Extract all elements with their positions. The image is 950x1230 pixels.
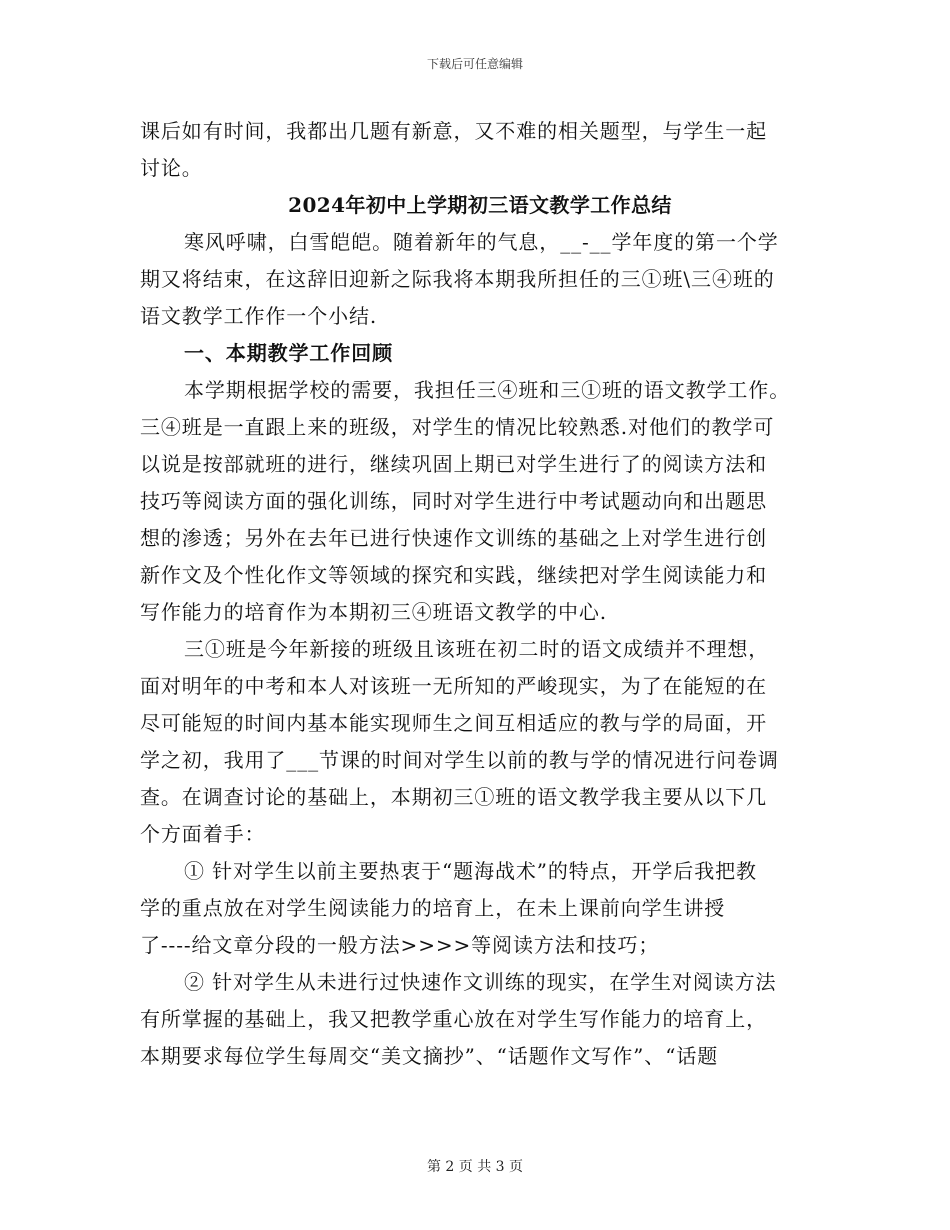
text-line: 了----给文章分段的一般方法>>>>等阅读方法和技巧；	[140, 933, 660, 957]
text-line: 课后如有时间，我都出几题有新意，又不难的相关题型，与学生一起	[140, 119, 767, 143]
list-item-first-line: ① 针对学生以前主要热衷于“题海战术”的特点，开学后我把教	[184, 859, 757, 883]
text-line: 三④班是一直跟上来的班级，对学生的情况比较熟悉.对他们的教学可	[140, 415, 775, 439]
page-footer-number: 第 2 页 共 3 页	[426, 1159, 524, 1175]
text-line: 想的渗透；另外在去年已进行快速作文训练的基础之上对学生进行创	[140, 526, 767, 550]
text-line: 新作文及个性化作文等领域的探究和实践，继续把对学生阅读能力和	[140, 563, 767, 587]
text-line: 学之初，我用了___节课的时间对学生以前的教与学的情况进行问卷调	[140, 748, 779, 772]
text-line: 语文教学工作作一个小结.	[140, 304, 378, 328]
text-line: 学的重点放在对学生阅读能力的培育上，在未上课前向学生讲授	[140, 896, 726, 920]
text-line: 写作能力的培育作为本期初三④班语文教学的中心.	[140, 600, 608, 624]
document-body	[140, 113, 820, 1075]
document-title: 2024年初中上学期初三语文教学工作总结	[288, 193, 672, 217]
text-line: 本期要求每位学生每周交“美文摘抄”、“话题作文写作”、“话题	[140, 1044, 719, 1068]
text-line: 期又将结束，在这辞旧迎新之际我将本期我所担任的三①班\三④班的	[140, 267, 775, 291]
text-line: 讨论。	[140, 156, 203, 180]
paragraph-first-line: 寒风呼啸，白雪皑皑。随着新年的气息，__-__学年度的第一个学	[184, 230, 779, 254]
text-line: 个方面着手：	[140, 822, 266, 846]
list-item-first-line: ② 针对学生从未进行过快速作文训练的现实，在学生对阅读方法	[184, 970, 777, 994]
paragraph-first-line: 三①班是今年新接的班级且该班在初二时的语文成绩并不理想，	[184, 637, 770, 661]
text-line: 技巧等阅读方面的强化训练，同时对学生进行中考试题动向和出题思	[140, 489, 767, 513]
section-heading: 一、本期教学工作回顾	[184, 341, 393, 365]
page-header-note: 下载后可任意编辑	[426, 57, 523, 71]
text-line: 有所掌握的基础上，我又把教学重心放在对学生写作能力的培育上，	[140, 1007, 767, 1031]
text-line: 查。在调查讨论的基础上，本期初三①班的语文教学我主要从以下几	[140, 785, 767, 809]
paragraph-first-line: 本学期根据学校的需要，我担任三④班和三①班的语文教学工作。	[184, 378, 791, 402]
text-line: 面对明年的中考和本人对该班一无所知的严峻现实，为了在能短的在	[140, 674, 767, 698]
text-line: 以说是按部就班的进行，继续巩固上期已对学生进行了的阅读方法和	[140, 452, 767, 476]
text-line: 尽可能短的时间内基本能实现师生之间互相适应的教与学的局面，开	[140, 711, 767, 735]
